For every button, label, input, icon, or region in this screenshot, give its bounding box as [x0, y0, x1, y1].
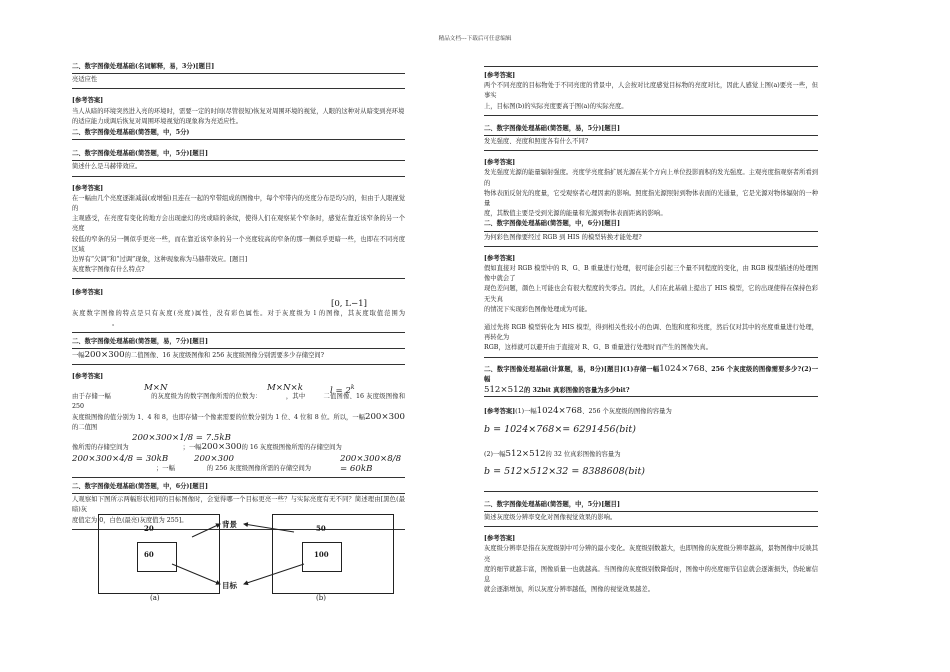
question-line: 度值定为 0，白色(最亮)灰度值为 255]。 — [72, 516, 188, 524]
section-heading-calc — [484, 364, 818, 398]
answer-line: 在一幅由几个亮度逐渐减弱(或增强)且连在一起的窄带组成的图像中，每个窄带内的亮度分布是均匀的，但由于人眼视觉的 — [72, 194, 405, 213]
math: 200×300×1/8 = 7.5kB — [132, 433, 231, 444]
divider — [72, 364, 405, 365]
page-header: 精品文档---下载后可任意编辑 — [438, 36, 512, 42]
divider — [484, 526, 818, 527]
text: 二值图像、16 灰度级图像和 250 — [72, 392, 406, 410]
text: 灰度级图像的值分别为 1、4 和 8，也即存储一个像素需要的位数分别为 1 位、4 位和 8 位。所以，一幅 — [72, 414, 365, 422]
divider — [72, 176, 405, 177]
divider — [484, 150, 818, 151]
answer-line: RGB，这样就可以避开由于直接对 R、G、B 重量进行处理时而产生的图像失真。 — [484, 344, 713, 352]
section-heading: 二、数字图像处理基础(简答题，中，5分) — [72, 128, 405, 140]
answer-line: 边界有“欠调”和“过调”现象，这种现象称为马赫带效应。[题目] — [72, 256, 248, 264]
figure-b-outer-value: 50 — [316, 524, 326, 533]
question-text: 发光强度、亮度和照度各有什么不同? — [484, 138, 589, 146]
answer-line — [72, 412, 405, 433]
section-heading: 二、数字图像处理基础(简答题，中，6分)[题目] — [72, 482, 405, 494]
answer-line: 两个不同亮度的目标物处于不同亮度的背景中，人会按对比度感觉目标物的亮度对比，因此人感觉上图(a)要亮一些，但事实 — [484, 82, 818, 100]
text: 一幅 — [72, 352, 85, 360]
answer-line — [484, 449, 818, 460]
math: 200×300 — [84, 350, 125, 361]
text: 的 16 灰度级图像所需的存储空间为 — [241, 444, 342, 452]
section-line — [484, 364, 818, 385]
answer-end: 。 — [112, 319, 119, 327]
spacer — [72, 141, 405, 149]
section-heading: 二、数字图像处理基础(简答题，中，6分)[题目] — [484, 219, 818, 231]
figure-a-inner-value: 60 — [144, 550, 154, 559]
answer-line: 的情况下实现彩色图像处理成为可能。 — [484, 305, 592, 313]
answer-line: 的适应能力成调后恢复对周围环境视觉的现象称为亮适应性。 — [72, 117, 243, 125]
answer-line: 当人从暗的环境突然进入亮的环境时，需要一定的时间(尽管很短)恢复对周围环境的视觉，人眼的这种对从暗变到亮环境 — [72, 107, 405, 115]
section-heading: 二、数字图像处理基础(简答题，易，7分)[题目] — [72, 337, 405, 349]
section-heading: 二、数字图像处理基础(简答题，中，5分)[题目] — [72, 149, 405, 161]
answer-line: 主观感受，在亮度有变化的地方会出现虚幻的亮或暗的条纹，使得人们在观察某个窄条时，感觉在靠近该窄条的另一个亮度 — [72, 215, 405, 233]
divider — [484, 246, 818, 247]
equation-2 — [484, 467, 818, 483]
text: 二、数字图像处理基础(计算题，易，8分)[题目](1)存储一幅 — [484, 365, 660, 373]
text: 、256 个灰度级的图像的容量为 — [582, 408, 672, 416]
text: (1)一幅 — [515, 408, 537, 416]
math: 200×300 — [364, 412, 405, 423]
right-column — [484, 66, 818, 595]
answer-line: 物体表面反射光的度量，它受观察者心理因素的影响。照度指光源照射到物体表面的光通量，它是光源对物体辐射的一种量 — [484, 189, 818, 208]
left-column — [72, 62, 405, 534]
divider — [72, 332, 405, 333]
answer-line — [72, 309, 405, 329]
math: 200×300×4/8 = 30kB — [72, 453, 169, 464]
answer-line: 通过先将 RGB 模型转化为 HIS 模型，得到相关性较小的色调、色饱和度和亮度，然后仅对其中的亮度重量进行处理，再转化为 — [484, 324, 818, 342]
answer-label: [参考答案] — [72, 373, 104, 381]
divider — [484, 66, 818, 67]
equation-1 — [484, 425, 818, 441]
text: ，其中 — [285, 392, 306, 400]
section-line — [484, 385, 818, 397]
answer-label: [参考答案] — [484, 408, 516, 416]
answer-label: [参考答案] — [484, 535, 516, 543]
answer-line: 上，目标图(b)的实际亮度要高于图(a)的实际亮度。 — [484, 102, 628, 110]
formula-row — [72, 433, 405, 442]
answer-text: 灰度数字图像的特点是只有灰度(亮度)属性，没有彩色属性。对于灰度级为 l 的图像，其灰度取值范围为 — [72, 309, 405, 317]
divider — [484, 115, 818, 116]
math-base: l = 2 — [330, 385, 351, 396]
answer-line: 度的细节就越丰富，图像质量一也就越高。当图像的灰度级别数降低时，图像中的亮度细节信息就会逐渐损失，伪轮廓信息 — [484, 565, 818, 583]
answer-label: [参考答案] — [72, 184, 104, 192]
divider — [484, 491, 818, 492]
math: 200×300 — [194, 453, 235, 464]
question-text: 简述灰度级分辨率变化对图像视觉效果的影响。 — [484, 513, 617, 521]
answer-line: 就会逐渐增加，所以灰度分辨率越低，图像的视觉效果越差。 — [484, 586, 655, 594]
math: 1024×768 — [536, 406, 583, 417]
question-text — [72, 350, 405, 361]
math-sup: k — [350, 383, 355, 391]
section-heading: 二、数字图像处理基础(简答题，中，5分)[题目] — [484, 500, 818, 512]
math: 200×300×8/8 = 60kB — [340, 453, 402, 474]
answer-label: [参考答案] — [484, 72, 516, 79]
section-heading: 二、数字图像处理基础(简答题，易，5分)[题目] — [484, 124, 818, 136]
section-heading: 二、数字图像处理基础(名词解释，易，3分)[题目] — [72, 62, 405, 74]
question-line: 人观察如下图所示两幅形状相同的目标图像时，会觉得哪一个目标更亮一些？与实际亮度有无不同？简述理由[黑色(最暗)灰 — [72, 496, 405, 514]
math: M×N×k — [267, 382, 303, 393]
math: 1024×768 — [659, 363, 705, 374]
text: ；一幅 — [182, 444, 202, 452]
text: 的二值图像、16 灰度级图像和 256 灰度级图像分别需要多少存储空间? — [124, 352, 325, 360]
math: 200×300 — [201, 442, 242, 453]
answer-line: 发光强度光源的能量辐射强度。亮度学亮度指扩展光源在某个方向上单位投影面积的发光强度。主观亮度指观察者所看到的 — [484, 169, 818, 187]
text: 由于存储一幅 — [72, 392, 111, 400]
label-background: 背景 — [222, 520, 237, 529]
question-text: 灰度数字图像有什么特点? — [72, 266, 145, 274]
answer-label: [参考答案] — [484, 254, 516, 262]
question-text: 为何彩色图像要经过 RGB 到 HIS 的模型转换才能处理? — [484, 233, 642, 241]
divider — [72, 88, 405, 89]
math: M×N — [144, 382, 168, 393]
text: 的灰度级为的数字图像所需的位数为： — [150, 392, 262, 400]
text: 的 256 灰度级图像所需的存储空间为 — [206, 464, 312, 472]
math: 512×512 — [484, 385, 525, 396]
divider — [72, 278, 405, 279]
figure-b-inner-value: 100 — [314, 550, 329, 559]
answer-label: [参考答案] — [484, 159, 516, 167]
answer-label: [参考答案] — [72, 97, 104, 105]
answer-line: 灰度级分辨率是指在灰度级别中可分辨的最小变化。灰度级别数越大，也即图像的灰度级分辨率越高，景物图像中反映其亮 — [484, 545, 818, 563]
text: 、256 个灰度级的图像需要多少?(2)一幅 — [484, 365, 819, 383]
answer-line: 度，其数值主要是受到光源的能量和光源到物体表面距离的影响。 — [484, 210, 667, 218]
answer-line: 较低的窄条的另一侧似乎更亮一些，而在靠近该窄条的另一个亮度较高的窄条的那一侧似乎更暗一些，也即在不同亮度区域 — [72, 235, 405, 253]
figure-contrast — [72, 512, 402, 608]
text: 的 32 位真彩图像的容量为 — [545, 451, 621, 459]
answer-line: 现色差问题，颜色上可能也会有很大程度的失零点。因此，人们在此基础上提出了 HIS 模型，它的出现使得在保持色彩无失真 — [484, 285, 818, 303]
question-text: 简述什么是马赫带效应。 — [72, 163, 142, 171]
answer-label: [参考答案] — [72, 289, 104, 297]
divider — [484, 357, 818, 358]
math: 512×512 — [505, 449, 546, 460]
question-text: 亮适应性 — [72, 76, 98, 84]
math: b = 1024×768×= 6291456(bit) — [484, 424, 636, 436]
spacer — [484, 315, 818, 323]
math: b = 512×512×32 = 8388608(bit) — [484, 465, 646, 477]
answer-line: 假如直接对 RGB 模型中的 R、G、B 重量进行处理，很可能会引起三个量不同程度的变化，由 RGB 模型描述的处理图像中就会了 — [484, 265, 818, 283]
range-formula — [72, 299, 405, 309]
caption-b: (b) — [316, 594, 326, 602]
figure-a-outer-value: 20 — [144, 524, 154, 533]
text: ；一幅 — [156, 464, 175, 472]
label-target: 目标 — [222, 581, 237, 590]
caption-a: (a) — [150, 594, 160, 602]
divider — [72, 477, 405, 478]
text: 的 32bit 真彩图像的容量为多少bit? — [524, 387, 630, 395]
figure-arrows — [72, 512, 402, 608]
text: (2)一幅 — [484, 451, 506, 459]
math — [330, 383, 355, 396]
text: 的二值图 — [72, 424, 98, 432]
answer-line — [72, 442, 405, 453]
answer-line — [484, 406, 818, 417]
range-math: [0, L−1] — [330, 298, 367, 309]
text: 像所需的存储空间为 — [72, 444, 129, 452]
answer-line — [72, 392, 405, 412]
